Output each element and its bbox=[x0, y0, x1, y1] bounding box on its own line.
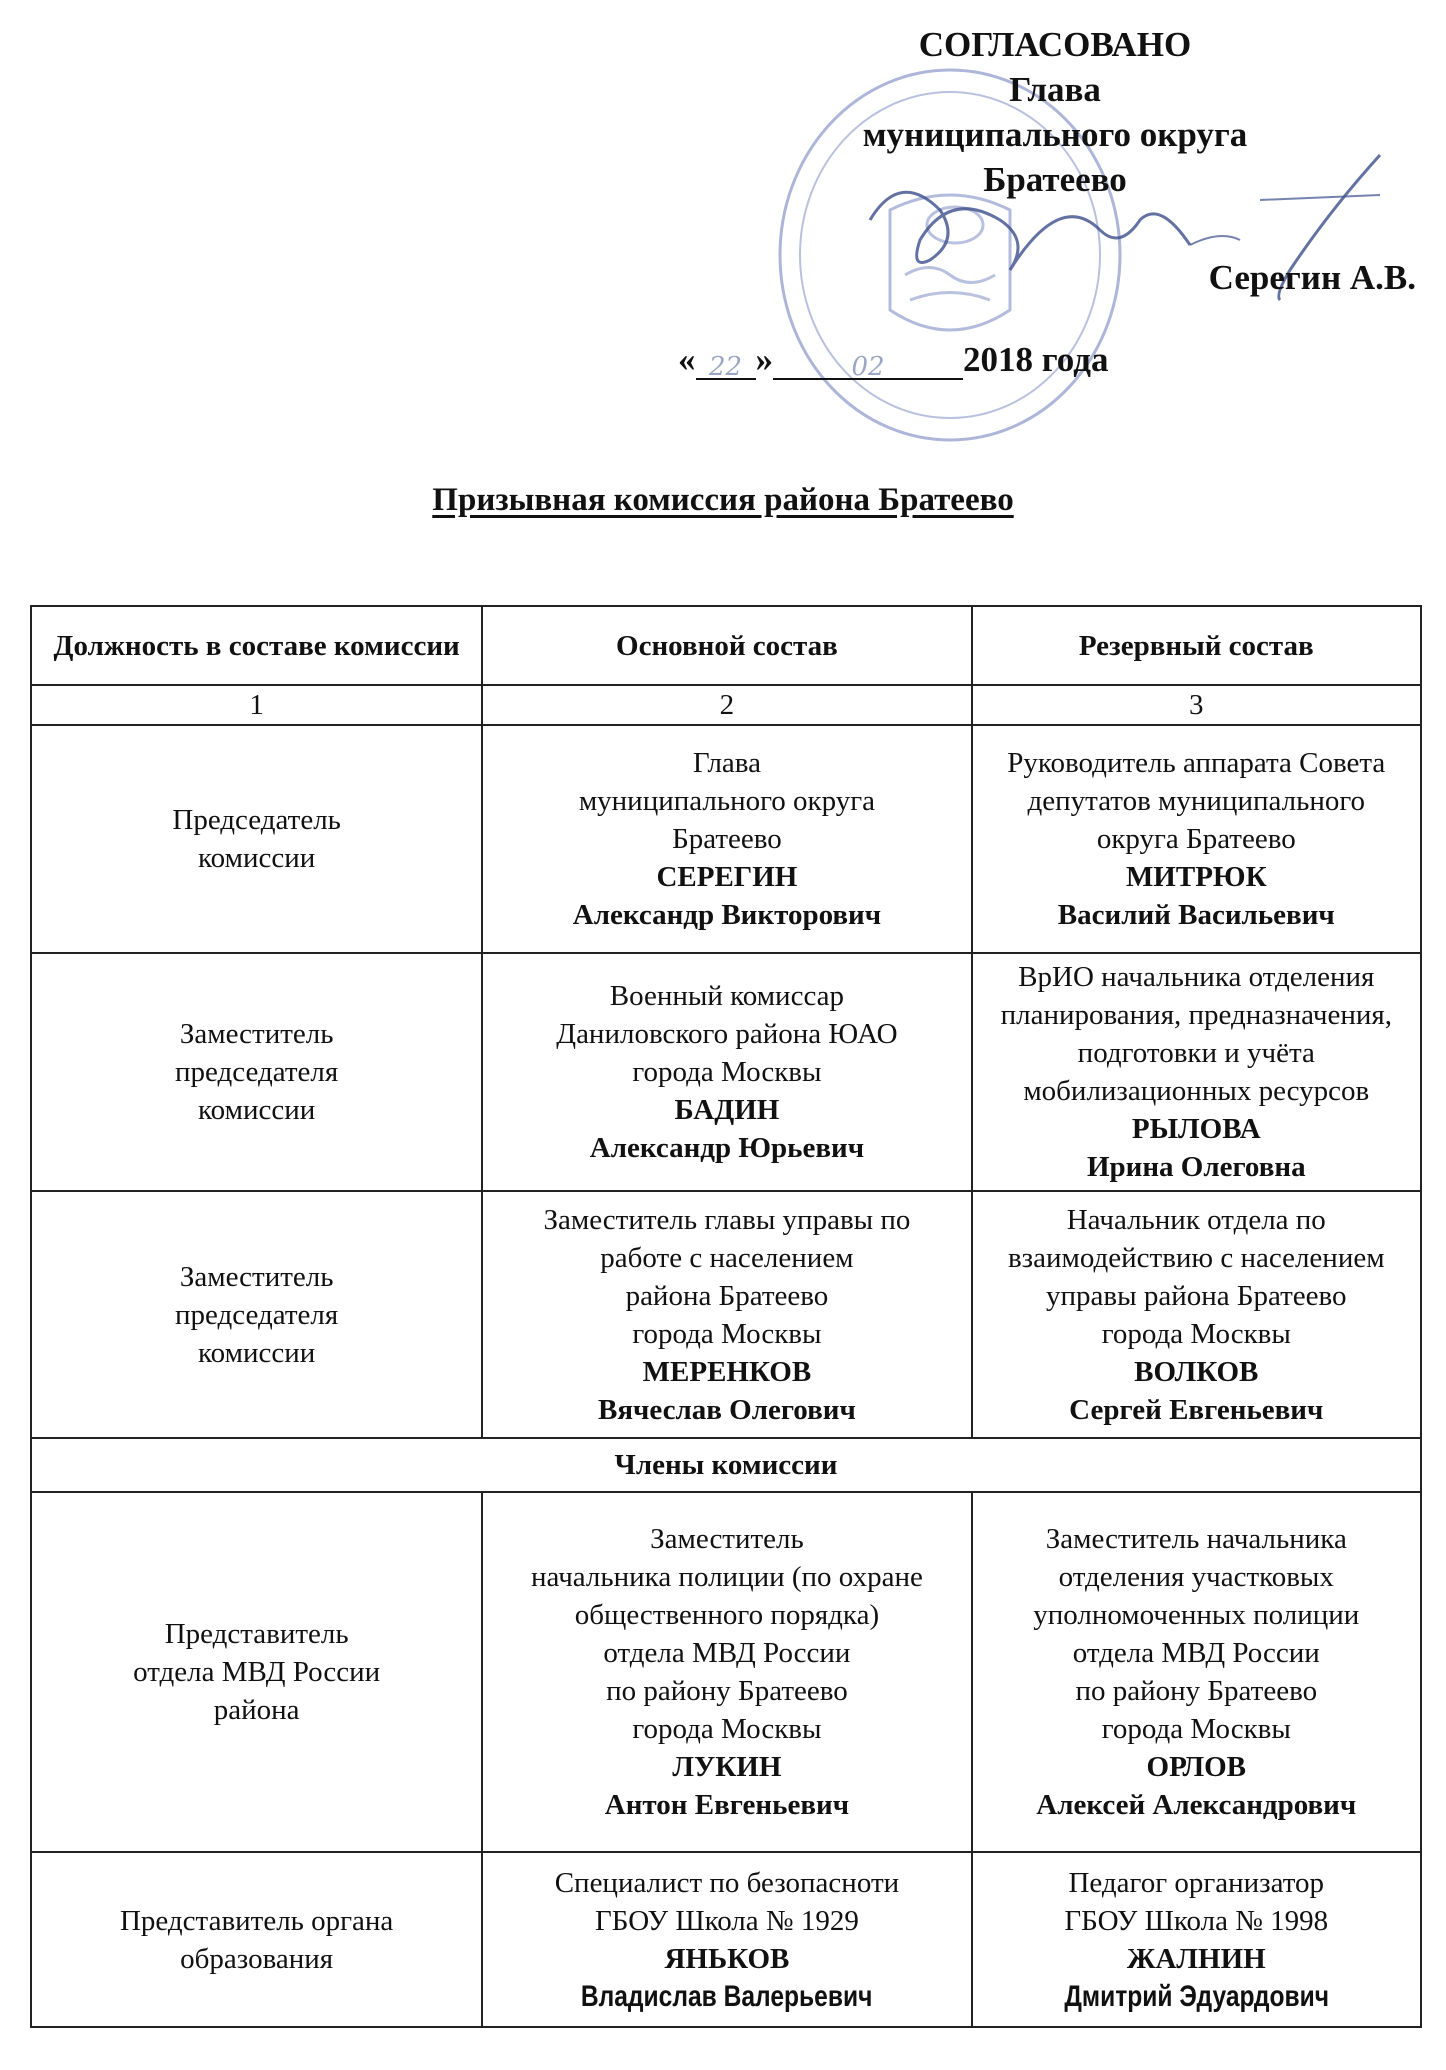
table-row bbox=[31, 953, 1421, 1191]
date-close-quote: » bbox=[755, 340, 773, 379]
main-member-cell: Глава муниципального округа Братеево СЕРЕГИН Александр Викторович bbox=[482, 725, 971, 953]
position-cell: Заместитель председателя комиссии bbox=[31, 1191, 482, 1438]
members-heading-row bbox=[31, 1438, 1421, 1492]
date-year: 2018 года bbox=[963, 340, 1109, 379]
main-member-cell: Заместитель начальника полиции (по охране общественного порядка) отдела МВД России по району Братеево города Москвы ЛУКИН Антон Евгеньевич bbox=[482, 1492, 971, 1852]
members-heading: Члены комиссии bbox=[31, 1438, 1421, 1492]
position-cell: Заместитель председателя комиссии bbox=[31, 953, 482, 1191]
approval-heading: СОГЛАСОВАНО bbox=[918, 25, 1192, 64]
date-day-blank bbox=[696, 344, 756, 380]
approver-name: Серегин А.В. bbox=[1208, 258, 1416, 297]
position-cell: Председатель комиссии bbox=[31, 725, 482, 953]
date-open-quote: « bbox=[678, 340, 696, 379]
reserve-member-cell: Начальник отдела по взаимодействию с населением управы района Братеево города Москвы ВОЛКОВ Сергей Евгеньевич bbox=[972, 1191, 1421, 1438]
member-surname: ВОЛКОВ bbox=[1134, 1355, 1259, 1388]
document-title: Призывная комиссия района Братеево bbox=[432, 482, 1014, 518]
approval-date bbox=[678, 340, 1108, 380]
member-surname: СЕРЕГИН bbox=[656, 861, 798, 893]
member-surname: РЫЛОВА bbox=[1131, 1113, 1261, 1145]
column-number: 1 bbox=[31, 685, 482, 725]
member-surname: ОРЛОВ bbox=[1146, 1751, 1246, 1783]
member-name: Владислав Валерьевич bbox=[581, 1979, 873, 2013]
member-name: Сергей Евгеньевич bbox=[1069, 1393, 1324, 1426]
member-surname: ЯНЬКОВ bbox=[664, 1942, 790, 1975]
table-row bbox=[31, 1852, 1421, 2027]
main-member-cell: Военный комиссар Даниловского района ЮАО города Москвы БАДИН Александр Юрьевич bbox=[482, 953, 971, 1191]
approval-line: Глава bbox=[1009, 70, 1101, 109]
header-position: Должность в составе комиссии bbox=[31, 606, 482, 685]
table-row bbox=[31, 1492, 1421, 1852]
member-name: Александр Викторович bbox=[572, 899, 882, 931]
table-number-row bbox=[31, 685, 1421, 725]
position-cell: Представитель отдела МВД России района bbox=[31, 1492, 482, 1852]
reserve-member-cell: ВрИО начальника отделения планирования, предназначения, подготовки и учёта мобилизационных ресурсов РЫЛОВА Ирина Олеговна bbox=[972, 953, 1421, 1191]
header-main: Основной состав bbox=[482, 606, 971, 685]
approval-block bbox=[830, 22, 1280, 202]
table-header-row bbox=[31, 606, 1421, 685]
member-name: Василий Васильевич bbox=[1057, 899, 1335, 931]
table-row bbox=[31, 725, 1421, 953]
date-month-blank bbox=[773, 344, 963, 380]
approval-line: Братеево bbox=[983, 160, 1127, 199]
member-surname: МИТРЮК bbox=[1125, 861, 1267, 893]
column-number: 2 bbox=[482, 685, 971, 725]
date-day-handwritten: 22 bbox=[708, 352, 743, 382]
column-number: 3 bbox=[972, 685, 1421, 725]
position-cell: Представитель органа образования bbox=[31, 1852, 482, 2027]
member-name: Дмитрий Эдуардович bbox=[1063, 1979, 1329, 2013]
member-name: Алексей Александрович bbox=[1036, 1789, 1357, 1821]
member-name: Антон Евгеньевич bbox=[604, 1789, 850, 1821]
reserve-member-cell: Заместитель начальника отделения участковых уполномоченных полиции отдела МВД России по району Братеево города Москвы ОРЛОВ Алексей Александрович bbox=[972, 1492, 1421, 1852]
reserve-member-cell: Руководитель аппарата Совета депутатов муниципального округа Братеево МИТРЮК Василий Васильевич bbox=[972, 725, 1421, 953]
header-reserve: Резервный состав bbox=[972, 606, 1421, 685]
member-surname: ЛУКИН bbox=[672, 1751, 782, 1783]
main-member-cell: Заместитель главы управы по работе с населением района Братеево города Москвы МЕРЕНКОВ Вячеслав Олегович bbox=[482, 1191, 971, 1438]
table-row bbox=[31, 1191, 1421, 1438]
member-name: Вячеслав Олегович bbox=[598, 1393, 856, 1426]
member-surname: ЖАЛНИН bbox=[1126, 1942, 1266, 1975]
date-month-handwritten: 02 bbox=[851, 352, 885, 382]
member-surname: МЕРЕНКОВ bbox=[642, 1355, 812, 1388]
member-surname: БАДИН bbox=[674, 1094, 780, 1126]
main-member-cell: Специалист по безопасноти ГБОУ Школа № 1929 ЯНЬКОВ Владислав Валерьевич bbox=[482, 1852, 971, 2027]
member-name: Александр Юрьевич bbox=[589, 1132, 865, 1164]
reserve-member-cell: Педагог организатор ГБОУ Школа № 1998 ЖАЛНИН Дмитрий Эдуардович bbox=[972, 1852, 1421, 2027]
member-name: Ирина Олеговна bbox=[1086, 1151, 1306, 1183]
commission-table bbox=[30, 605, 1422, 2028]
approval-line: муниципального округа bbox=[862, 115, 1248, 154]
